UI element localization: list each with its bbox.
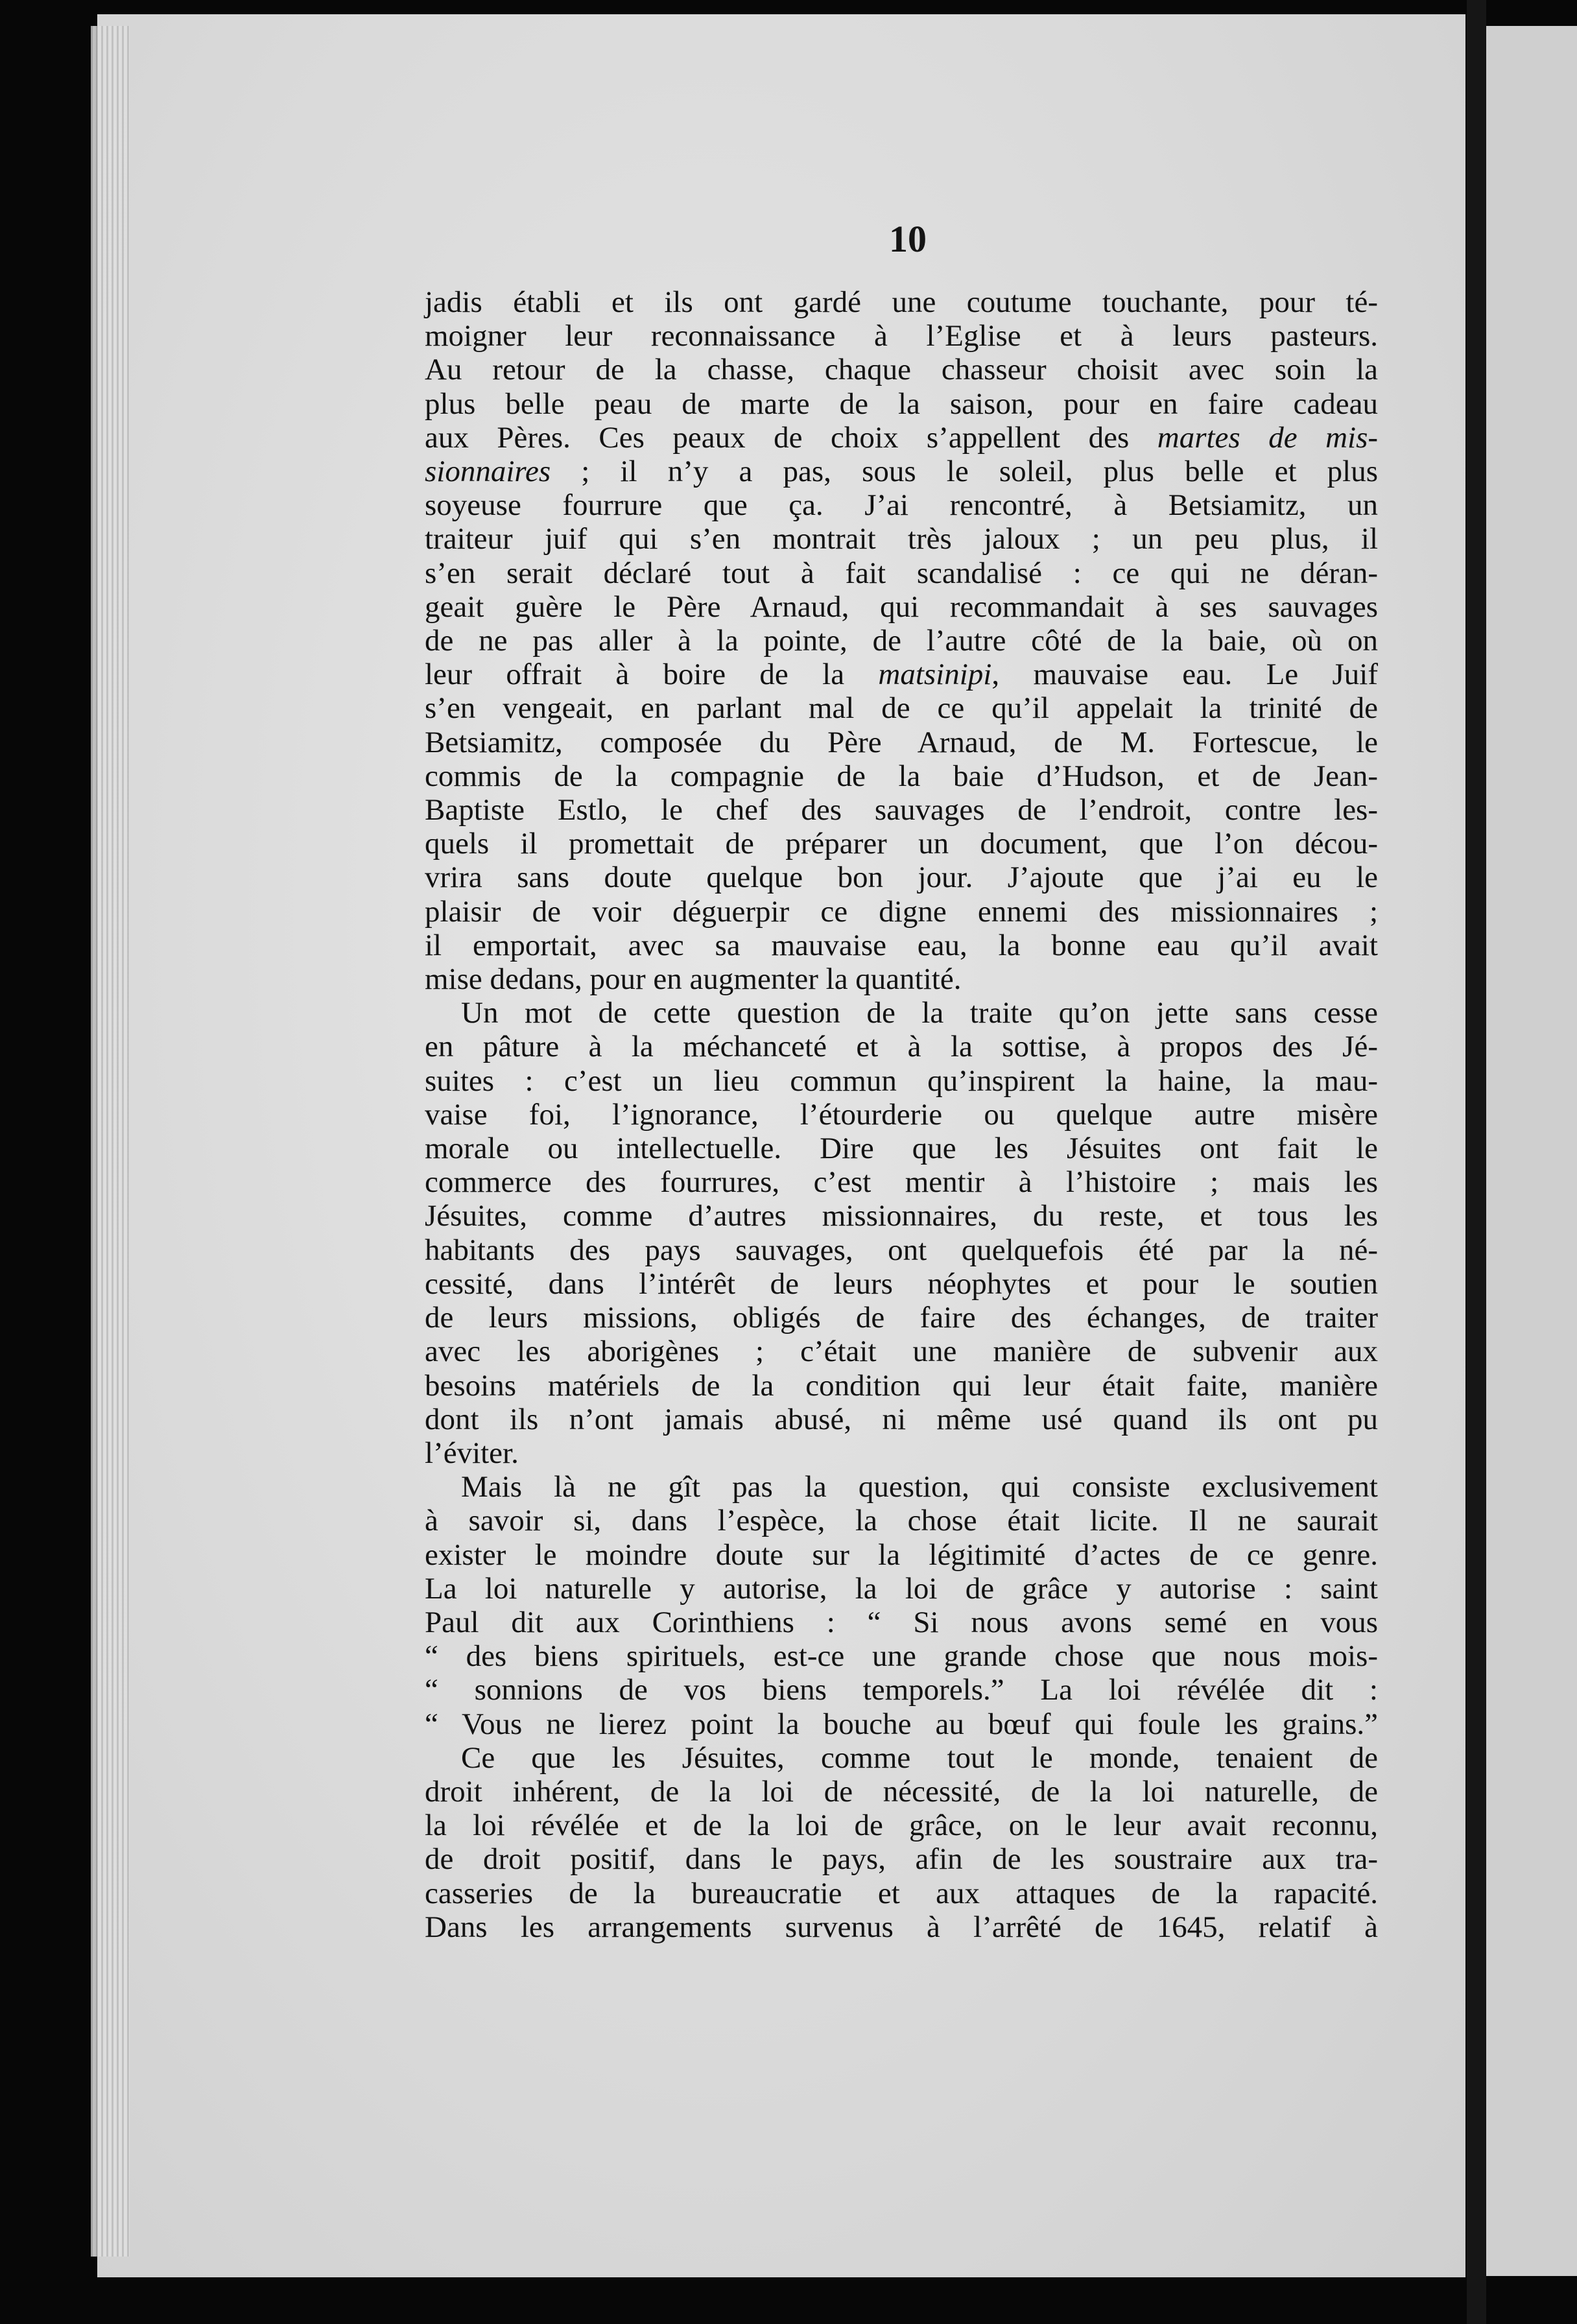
line-text: habitants des pays sauvages, ont quelquefois été par la né-: [425, 1233, 1378, 1267]
text-line: [425, 590, 1378, 624]
line-text: Au retour de la chasse, chaque chasseur choisit avec soin la: [425, 353, 1378, 387]
line-text: Un mot de cette question de la traite qu’on jette sans cesse: [461, 996, 1378, 1030]
line-text: de leurs missions, obligés de faire des échanges, de traiter: [425, 1301, 1378, 1335]
line-text: s’en serait déclaré tout à fait scandalisé : ce qui ne déran-: [425, 556, 1378, 590]
text-line: [425, 522, 1378, 556]
text-line: [425, 1403, 1378, 1436]
text-line: [425, 353, 1378, 386]
text-line: [425, 962, 1378, 996]
text-line: [425, 1673, 1378, 1707]
text-line: [425, 1707, 1378, 1741]
text-line: [425, 1030, 1378, 1063]
line-text: exister le moindre doute sur la légitimité d’actes de ce genre.: [425, 1537, 1378, 1572]
text-line: [425, 319, 1378, 353]
text-line: [425, 1606, 1378, 1639]
line-text: cessité, dans l’intérêt de leurs néophytes et pour le soutien: [425, 1266, 1378, 1301]
text-line: [425, 1369, 1378, 1403]
line-text: “ sonnions de vos biens temporels.” La loi révélée dit :: [425, 1673, 1378, 1707]
line-text: “ des biens spirituels, est-ce une grande chose que nous mois-: [425, 1639, 1378, 1674]
text-line: [425, 1064, 1378, 1098]
line-text: en pâture à la méchanceté et à la sottise, à propos des Jé-: [425, 1030, 1378, 1064]
line-text: vrira sans doute quelque bon jour. J’ajoute que j’ai eu le: [425, 860, 1378, 895]
text-line: [425, 1538, 1378, 1572]
line-text: Mais là ne gît pas la question, qui consiste exclusivement: [461, 1470, 1378, 1504]
line-text: leur offrait à boire de la: [425, 658, 879, 692]
line-text: de droit positif, dans le pays, afin de les soustraire aux tra-: [425, 1842, 1378, 1877]
text-line: [425, 1436, 1378, 1470]
text-line: [425, 929, 1378, 962]
text-line: [425, 1572, 1378, 1606]
text-line: [425, 1808, 1378, 1842]
line-text: vaise foi, l’ignorance, l’étourderie ou quelque autre misère: [425, 1097, 1378, 1132]
text-line: [425, 1165, 1378, 1199]
line-text: commis de la compagnie de la baie d’Hudson, et de Jean-: [425, 759, 1378, 793]
page-number: 10: [889, 218, 927, 260]
text-line: [425, 285, 1378, 319]
text-line: [425, 658, 1378, 691]
line-text: ; il n’y a pas, sous le soleil, plus belle et plus: [551, 455, 1378, 489]
line-text: il emportait, avec sa mauvaise eau, la bonne eau qu’il avait: [425, 928, 1378, 962]
line-text: s’en vengeait, en parlant mal de ce qu’il appelait la trinité de: [425, 691, 1378, 726]
line-text: Dans les arrangements survenus à l’arrêté de 1645, relatif à: [425, 1910, 1378, 1944]
line-text: moigner leur reconnaissance à l’Eglise et à leurs pasteurs.: [425, 319, 1378, 353]
text-line: [425, 1639, 1378, 1673]
line-text: besoins matériels de la condition qui leur était faite, manière: [425, 1368, 1378, 1403]
line-text: “ Vous ne lierez point la bouche au bœuf qui foule les grains.”: [425, 1707, 1378, 1741]
line-text: geait guère le Père Arnaud, qui recommandait à ses sauvages: [425, 589, 1378, 624]
text-line: [425, 1504, 1378, 1537]
text-line: [425, 624, 1378, 658]
text-line: [425, 691, 1378, 725]
line-text: l’éviter.: [425, 1436, 519, 1470]
italic-phrase: sionnaires: [425, 455, 551, 489]
text-line: [425, 726, 1378, 759]
text-line: [425, 1233, 1378, 1267]
italic-phrase: martes de mis-: [1157, 420, 1379, 455]
line-text: à savoir si, dans l’espèce, la chose était licite. Il ne saurait: [425, 1504, 1378, 1538]
text-line: [425, 1199, 1378, 1233]
text-line: [425, 1132, 1378, 1165]
text-line: [425, 1470, 1378, 1504]
line-text: plus belle peau de marte de la saison, pour en faire cadeau: [425, 386, 1378, 421]
line-text: avec les aborigènes ; c’était une manière de subvenir aux: [425, 1334, 1378, 1369]
text-line: [425, 1301, 1378, 1334]
body-text: [425, 285, 1378, 1944]
text-line: [425, 1775, 1378, 1808]
line-text: suites : c’est un lieu commun qu’inspirent la haine, la mau-: [425, 1063, 1378, 1098]
text-line: [425, 860, 1378, 894]
page-stack-edge: [91, 26, 130, 2257]
text-line: [425, 488, 1378, 522]
line-text: morale ou intellectuelle. Dire que les Jésuites ont fait le: [425, 1132, 1378, 1166]
text-line: [425, 1267, 1378, 1301]
line-text: Paul dit aux Corinthiens : “ Si nous avons semé en vous: [425, 1605, 1378, 1639]
text-line: [425, 895, 1378, 929]
line-text: quels il promettait de préparer un document, que l’on décou-: [425, 827, 1378, 861]
line-text: dont ils n’ont jamais abusé, ni même usé quand ils ont pu: [425, 1402, 1378, 1436]
line-text: la loi révélée et de la loi de grâce, on le leur avait reconnu,: [425, 1808, 1378, 1843]
text-line: [425, 455, 1378, 488]
line-text: plaisir de voir déguerpir ce digne ennemi des missionnaires ;: [425, 894, 1378, 929]
line-text: Betsiamitz, composée du Père Arnaud, de M. Fortescue, le: [425, 725, 1378, 759]
line-text: Baptiste Estlo, le chef des sauvages de l’endroit, contre les-: [425, 793, 1378, 827]
line-text: droit inhérent, de la loi de nécessité, de la loi naturelle, de: [425, 1774, 1378, 1808]
text-line: [425, 1334, 1378, 1368]
line-text: soyeuse fourrure que ça. J’ai rencontré, à Betsiamitz, un: [425, 488, 1378, 523]
line-text: Jésuites, comme d’autres missionnaires, du reste, et tous les: [425, 1199, 1378, 1233]
line-text: Ce que les Jésuites, comme tout le monde, tenaient de: [461, 1740, 1378, 1775]
text-line: [425, 421, 1378, 455]
text-line: [425, 1877, 1378, 1910]
line-text: , mauvaise eau. Le Juif: [991, 658, 1378, 692]
text-line: [425, 387, 1378, 421]
line-text: aux Pères. Ces peaux de choix s’appellent des: [425, 420, 1157, 455]
text-line: [425, 1910, 1378, 1944]
line-text: jadis établi et ils ont gardé une coutume touchante, pour té-: [425, 285, 1378, 319]
line-text: La loi naturelle y autorise, la loi de grâce y autorise : saint: [425, 1571, 1378, 1606]
text-line: [425, 827, 1378, 860]
line-text: mise dedans, pour en augmenter la quantité.: [425, 962, 962, 997]
italic-phrase: matsinipi: [878, 658, 992, 692]
text-line: [425, 1842, 1378, 1876]
text-line: [425, 556, 1378, 590]
line-text: de ne pas aller à la pointe, de l’autre côté de la baie, où on: [425, 624, 1378, 658]
text-line: [425, 793, 1378, 827]
text-line: [425, 759, 1378, 793]
adjacent-page-edge: [1486, 26, 1577, 2276]
text-line: [425, 1098, 1378, 1132]
text-line: [425, 1741, 1378, 1775]
line-text: traiteur juif qui s’en montrait très jaloux ; un peu plus, il: [425, 522, 1378, 556]
line-text: casseries de la bureaucratie et aux attaques de la rapacité.: [425, 1876, 1378, 1910]
line-text: commerce des fourrures, c’est mentir à l’histoire ; mais les: [425, 1165, 1378, 1200]
text-line: [425, 996, 1378, 1030]
book-gutter: [1467, 0, 1486, 2324]
